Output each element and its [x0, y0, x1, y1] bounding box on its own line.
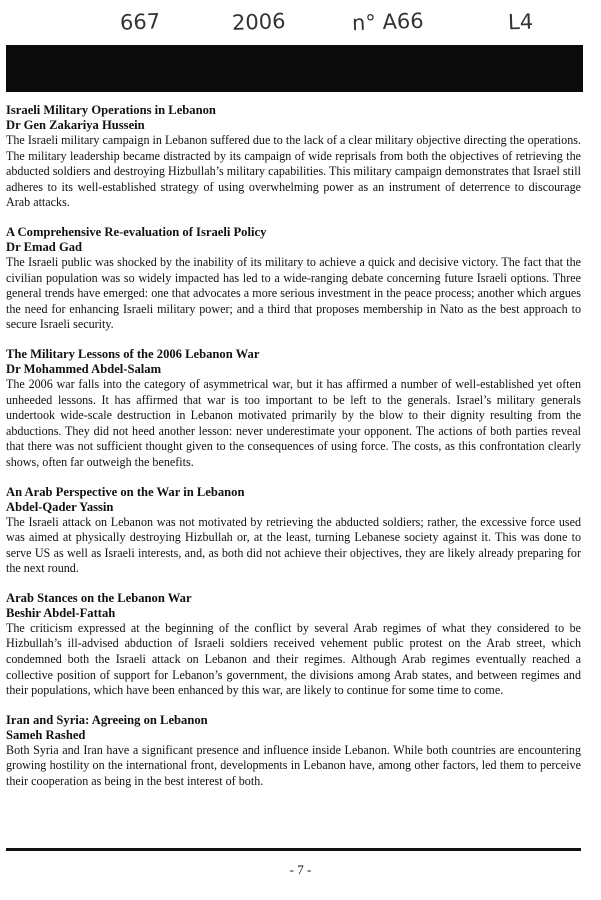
footer-rule — [6, 848, 581, 851]
article-author: Dr Emad Gad — [6, 239, 83, 254]
handwritten-note-2: 2006 — [231, 9, 286, 35]
article-title: Israeli Military Operations in Lebanon — [6, 103, 216, 117]
article-author: Dr Mohammed Abdel-Salam — [6, 361, 162, 376]
article-body: The Israeli military campaign in Lebanon suffered due to the lack of a clear military objective directing the operations. The military leadership became distracted by its campaign of wide reprisals from both the objectives of retrieving the abducted soldiers and destroying Hizbullah’s military capabilities. This military campaign demonstrates that Israel still adheres to its well-established strategy of using overwhelming power as an instrument of deterrence to discourage Arab attacks. — [6, 133, 581, 210]
article-author: Abdel-Qader Yassin — [6, 499, 114, 514]
article-body: The 2006 war falls into the category of asymmetrical war, but it has affirmed a number of well-established yet often unheeded lessons. It has affirmed that war is too important to be left to the generals. Israel’s military generals undertook wide-scale destruction in Lebanon motivated primarily by the blow to their dignity resulting from the abductions. They did not heed another lesson: never underestimate your opponent. The actions of both parties reveal that there was not sufficient thought given to the consequences of using force. The costs, as this confrontation clearly shows, often far outweigh the benefits. — [6, 376, 581, 469]
article-author: Dr Gen Zakariya Hussein — [6, 118, 145, 132]
article-author: Sameh Rashed — [6, 727, 86, 742]
article-author: Beshir Abdel-Fattah — [6, 605, 116, 620]
page-number: - 7 - — [289, 862, 312, 877]
article-title: The Military Lessons of the 2006 Lebanon War — [6, 346, 260, 361]
handwritten-note-1: 667 — [119, 9, 161, 35]
article-body: The Israeli public was shocked by the inability of its military to achieve a quick and decisive victory. The fact that the civilian population was so widely impacted has led to a wide-ranging debate concerning future Israeli options. Three general trends have emerged: one that advocates a more serious investment in the peace process; another which argues the need for enhancing Israeli military power; and a third that proposes membership in Nato as the best approach to secure Israeli security. — [6, 254, 581, 332]
article — [6, 103, 581, 211]
header-bar — [6, 45, 583, 92]
article-title: Iran and Syria: Agreeing on Lebanon — [6, 712, 208, 727]
article — [6, 591, 581, 699]
article — [6, 485, 581, 577]
article-title: A Comprehensive Re-evaluation of Israeli Policy — [6, 224, 267, 239]
article-title: An Arab Perspective on the War in Lebanon — [6, 484, 245, 499]
article-title: Arab Stances on the Lebanon War — [6, 590, 192, 605]
handwritten-note-4: L4 — [507, 9, 534, 35]
article — [6, 713, 581, 790]
handwritten-annotations — [0, 6, 601, 40]
article — [6, 225, 581, 333]
handwritten-note-3: n° A66 — [351, 8, 424, 36]
article-body: The Israeli attack on Lebanon was not motivated by retrieving the abducted soldiers; rather, the excessive force used was aimed at physically destroying Hizbullah or, at the least, turning Lebanese society against it. This was done to serve US as well as Israeli interests, and, as both did not achieve their objectives, they are likely already preparing for the next round. — [6, 514, 581, 576]
article-body: The criticism expressed at the beginning of the conflict by several Arab regimes of what they considered to be Hizbullah’s ill-advised abduction of Israeli soldiers received vehement public protest on the Arab street, which condemned both the Israeli attack on Lebanon and their regimes. Although Arab regimes eventually reached a collective position of support for Lebanon’s government, the divisions among Arab states, and between regimes and their populations, which have been enhanced by this war, are likely to continue for some time to come. — [6, 620, 581, 698]
article-body: Both Syria and Iran have a significant presence and influence inside Lebanon. While both countries are encountering growing hostility on the international front, developments in Lebanon have, among other factors, led them to perceive their cooperation as being in the best interest of both. — [6, 742, 581, 789]
article — [6, 347, 581, 471]
article-list — [6, 103, 581, 804]
